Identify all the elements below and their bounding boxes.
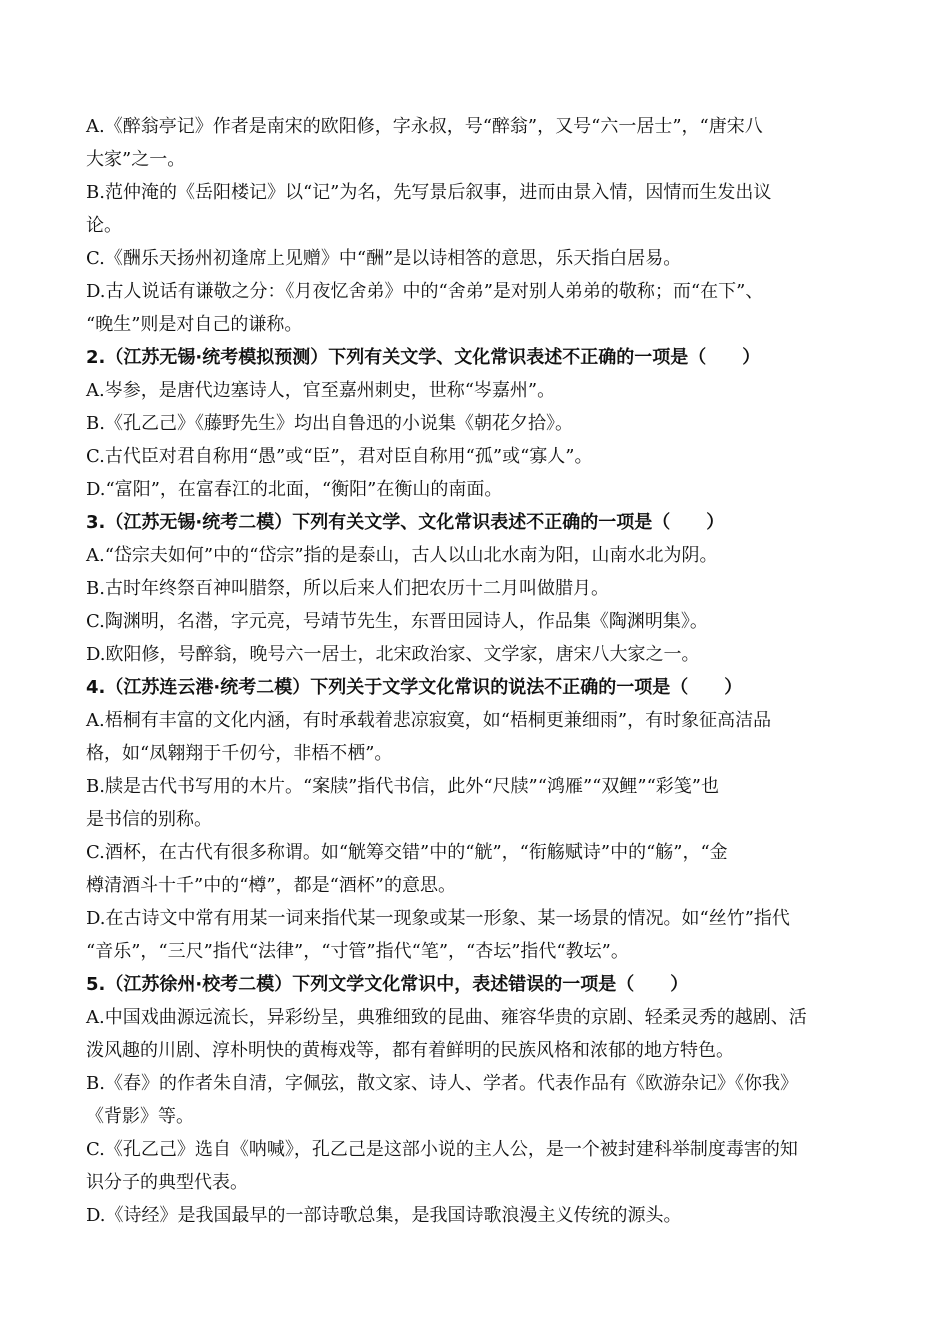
option-line: C.《酬乐天扬州初逢席上见赠》中“酬”是以诗相答的意思，乐天指白居易。	[86, 248, 682, 269]
option-line: C.陶渊明，名潜，字元亮，号靖节先生，东晋田园诗人，作品集《陶渊明集》。	[86, 611, 708, 632]
option-line: 泼风趣的川剧、淳朴明快的黄梅戏等，都有着鲜明的民族风格和浓郁的地方特色。	[86, 1040, 734, 1061]
option-line: “晚生”则是对自己的谦称。	[86, 314, 303, 335]
option-line: D.在古诗文中常有用某一词来指代某一现象或某一形象、某一场景的情况。如“丝竹”指代	[86, 908, 790, 929]
question-stem: 4.（江苏连云港·统考二模）下列关于文学文化常识的说法不正确的一项是（ ）	[86, 677, 743, 698]
option-line: “音乐”，“三尺”指代“法律”，“寸管”指代“笔”，“杏坛”指代“教坛”。	[86, 941, 629, 962]
question-stem: 5.（江苏徐州·校考二模）下列文学文化常识中，表述错误的一项是（ ）	[86, 974, 689, 995]
option-line: 识分子的典型代表。	[86, 1172, 248, 1193]
option-line: A.中国戏曲源远流长，异彩纷呈，典雅细致的昆曲、雍容华贵的京剧、轻柔灵秀的越剧、活	[86, 1007, 807, 1028]
option-line: 樽清酒斗十千”中的“樽”，都是“酒杯”的意思。	[86, 875, 457, 896]
option-line: D.“富阳”，在富春江的北面，“衡阳”在衡山的南面。	[86, 479, 503, 500]
option-line: A.梧桐有丰富的文化内涵，有时承载着悲凉寂寞，如“梧桐更兼细雨”，有时象征高洁品	[86, 710, 772, 731]
option-line: 是书信的别称。	[86, 809, 212, 830]
option-line: B.范仲淹的《岳阳楼记》以“记”为名，先写景后叙事，进而由景入情，因情而生发出议	[86, 182, 772, 203]
option-line: B.《孔乙己》《藤野先生》均出自鲁迅的小说集《朝花夕拾》。	[86, 413, 573, 434]
question-stem: 3.（江苏无锡·统考二模）下列有关文学、文化常识表述不正确的一项是（ ）	[86, 512, 725, 533]
option-line: D.《诗经》是我国最早的一部诗歌总集，是我国诗歌浪漫主义传统的源头。	[86, 1205, 682, 1226]
document-page	[86, 110, 876, 1232]
option-line: B.牍是古代书写用的木片。“案牍”指代书信，此外“尺牍”“鸿雁”“双鲤”“彩笺”也	[86, 776, 719, 797]
question-stem: 2.（江苏无锡·统考模拟预测）下列有关文学、文化常识表述不正确的一项是（ ）	[86, 347, 761, 368]
option-line: D.古人说话有谦敬之分：《月夜忆舍弟》中的“舍弟”是对别人弟弟的敬称；而“在下”、	[86, 281, 764, 302]
option-line: B.古时年终祭百神叫腊祭，所以后来人们把农历十二月叫做腊月。	[86, 578, 609, 599]
option-line: 《背影》等。	[86, 1106, 194, 1127]
option-line: C.《孔乙己》选自《呐喊》，孔乙己是这部小说的主人公，是一个被封建科举制度毒害的知	[86, 1139, 798, 1160]
option-line: A.岑参，是唐代边塞诗人，官至嘉州刺史，世称“岑嘉州”。	[86, 380, 556, 401]
option-line: C.酒杯，在古代有很多称谓。如“觥筹交错”中的“觥”，“衔觞赋诗”中的“觞”，“金	[86, 842, 728, 863]
option-line: 大家”之一。	[86, 149, 186, 170]
option-line: D.欧阳修，号醉翁，晚号六一居士，北宋政治家、文学家，唐宋八大家之一。	[86, 644, 700, 665]
option-line: C.古代臣对君自称用“愚”或“臣”，君对臣自称用“孤”或“寡人”。	[86, 446, 593, 467]
option-line: 格，如“凤翱翔于千仞兮，非梧不栖”。	[86, 743, 393, 764]
option-line: B.《春》的作者朱自清，字佩弦，散文家、诗人、学者。代表作品有《欧游杂记》《你我》	[86, 1073, 798, 1094]
option-line: 论。	[86, 215, 122, 236]
option-line: A.“岱宗夫如何”中的“岱宗”指的是泰山，古人以山北水南为阳，山南水北为阴。	[86, 545, 718, 566]
option-line: A.《醉翁亭记》作者是南宋的欧阳修，字永叔，号“醉翁”，又号“六一居士”，“唐宋八	[86, 116, 763, 137]
